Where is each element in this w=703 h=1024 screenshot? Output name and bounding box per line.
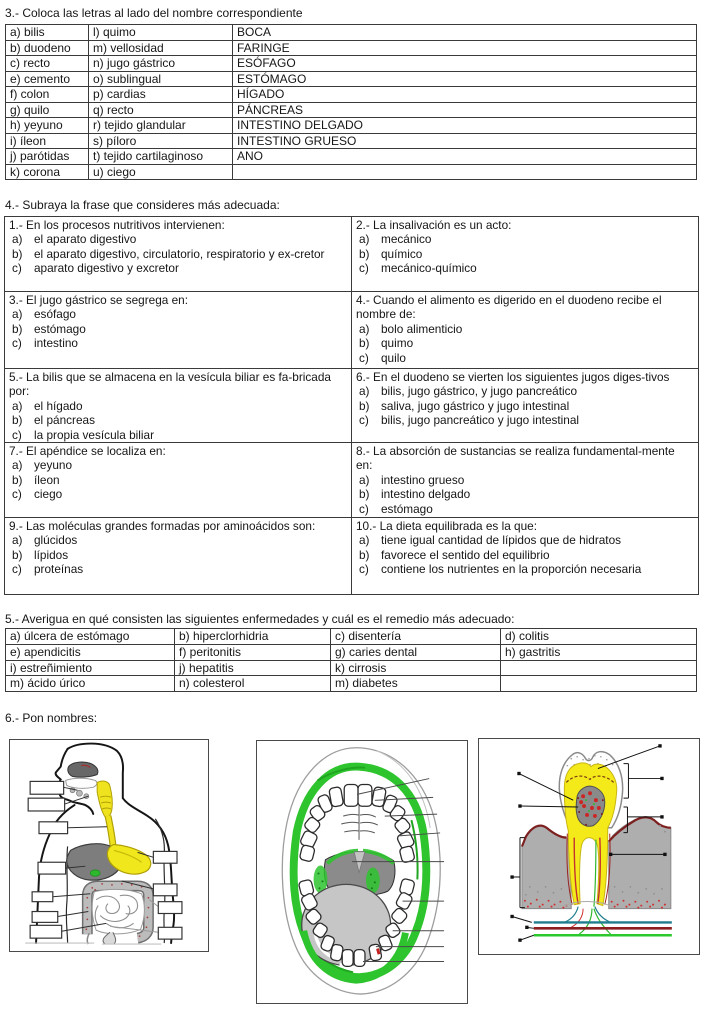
label-box [158, 902, 182, 914]
cell: f) peritonitis [175, 644, 331, 660]
section5-heading: 5.- Averigua en qué consisten las siguientes enfermedades y cuál es el remedio más adecuado: [5, 612, 515, 626]
question-title: 3.- El jugo gástrico se segrega en: [9, 293, 189, 307]
table-row [6, 25, 697, 41]
cell: m) diabetes [331, 676, 501, 692]
cell: a) úlcera de estómago [6, 629, 175, 645]
organ-cell[interactable]: ANO [233, 149, 697, 165]
cell: u) ciego [89, 164, 233, 180]
question-cell [5, 518, 352, 595]
question-title: 6.- En el duodeno se vierten los siguientes jugos diges-tivos [356, 370, 670, 384]
table-row [6, 71, 697, 87]
option[interactable]: c) ciego [12, 487, 63, 502]
option[interactable]: b) el páncreas [12, 413, 95, 428]
mouth-tongue [66, 778, 97, 788]
organ-cell[interactable]: BOCA [233, 25, 697, 41]
digestive-system-diagram [9, 739, 209, 952]
option[interactable]: b) químico [359, 246, 423, 261]
cell [501, 660, 697, 676]
option[interactable]: c) la propia vesícula biliar [12, 427, 154, 442]
question-title: 5.- La bilis que se almacena en la vesícula biliar es fa-bricada por: [9, 370, 331, 399]
option[interactable]: a) bolo alimenticio [359, 321, 463, 336]
matching-table [5, 24, 697, 180]
cell: h) yeyuno [6, 118, 89, 134]
option[interactable]: b) quimo [359, 336, 414, 351]
cell: f) colon [6, 87, 89, 103]
baseline-lines [25, 943, 161, 944]
option[interactable]: b) saliva, jugo gástrico y jugo intestinal [359, 398, 570, 413]
option[interactable]: a) el aparato digestivo [12, 232, 137, 247]
option[interactable]: c) estómago [359, 501, 433, 516]
cell: t) tejido cartilaginoso [89, 149, 233, 165]
option[interactable]: c) intestino [12, 336, 78, 351]
cell: i) estreñimiento [6, 660, 175, 676]
option[interactable]: a) glúcidos [12, 533, 78, 548]
option[interactable]: a) esófago [12, 307, 76, 322]
table-row [6, 660, 697, 676]
option[interactable]: b) lípidos [12, 547, 69, 562]
cell: p) cardias [89, 87, 233, 103]
table-row [6, 644, 697, 660]
label-box [158, 927, 182, 939]
section3-heading: 3.- Coloca las letras al lado del nombre correspondiente [5, 6, 303, 20]
option[interactable]: b) estómago [12, 321, 86, 336]
cell: b) duodeno [6, 40, 89, 56]
table-row [6, 629, 697, 645]
label-box [28, 798, 64, 811]
label-box [153, 884, 177, 896]
option[interactable]: c) mecánico-químico [359, 261, 477, 276]
question-title: 1.- En los procesos nutritivos intervienen: [9, 218, 225, 232]
table-row [6, 87, 697, 103]
organ-cell[interactable]: ESTÓMAGO [233, 71, 697, 87]
option[interactable]: c) contiene los nutrientes en la proporción necesaria [359, 562, 642, 577]
cell: b) hiperclorhidria [175, 629, 331, 645]
label-box [32, 892, 53, 902]
label-box [30, 781, 64, 794]
option[interactable]: c) bilis, jugo pancreático y jugo intestinal [359, 413, 580, 428]
question-title: 7.- El apéndice se localiza en: [9, 444, 166, 459]
cell: c) recto [6, 56, 89, 72]
table-row [6, 118, 697, 134]
cell: c) disentería [331, 629, 501, 645]
tooth-figure [479, 739, 699, 951]
nasal-cavity [68, 762, 98, 777]
organ-cell[interactable]: PÁNCREAS [233, 102, 697, 118]
question-title: 8.- La absorción de sustancias se realiza fundamental-mente en: [356, 444, 675, 473]
organ-cell[interactable] [233, 164, 697, 180]
question-cell [352, 292, 699, 369]
option[interactable]: b) íleon [12, 472, 60, 487]
cell: l) quimo [89, 25, 233, 41]
organ-cell[interactable]: ESÓFAGO [233, 56, 697, 72]
option[interactable]: a) yeyuno [12, 458, 73, 473]
cell: m) vellosidad [89, 40, 233, 56]
cell: n) jugo gástrico [89, 56, 233, 72]
cell: g) quilo [6, 102, 89, 118]
table-row [6, 149, 697, 165]
open-mouth-figure [257, 741, 467, 1000]
option[interactable]: a) tiene igual cantidad de lípidos que de hidratos [359, 533, 622, 548]
organ-cell[interactable]: INTESTINO DELGADO [233, 118, 697, 134]
multiple-choice-table [4, 216, 699, 595]
question-cell [352, 518, 699, 595]
gallbladder [90, 870, 100, 876]
option[interactable]: a) bilis, jugo gástrico, y jugo pancreático [359, 384, 578, 399]
rectum [103, 932, 116, 944]
option[interactable]: c) aparato digestivo y excretor [12, 261, 179, 276]
question-cell [352, 369, 699, 443]
cell: h) gastritis [501, 644, 697, 660]
table-row [6, 164, 697, 180]
section6-heading: 6.- Pon nombres: [5, 711, 98, 725]
label-box [32, 912, 58, 923]
organ-cell[interactable]: INTESTINO GRUESO [233, 133, 697, 149]
cell: m) ácido úrico [6, 676, 175, 692]
option[interactable]: c) proteínas [12, 562, 84, 577]
question-title: 2.- La insalivación es un acto: [356, 218, 512, 232]
section4-heading: 4.- Subraya la frase que consideres más adecuada: [5, 198, 280, 212]
cell [501, 676, 697, 692]
label-box [153, 851, 177, 863]
question-cell [5, 292, 352, 369]
question-cell [5, 443, 352, 518]
cell: i) íleon [6, 133, 89, 149]
option[interactable]: b) intestino delgado [359, 487, 471, 502]
cell: k) corona [6, 164, 89, 180]
option[interactable]: a) el hígado [12, 398, 83, 413]
cell: g) caries dental [331, 644, 501, 660]
cell: k) cirrosis [331, 660, 501, 676]
pharynx-larynx [97, 781, 112, 817]
label-box [38, 862, 66, 874]
digestive-system-figure [10, 740, 208, 948]
label-box [30, 925, 62, 938]
alveolar-bone-right [609, 817, 671, 908]
cell: e) apendicitis [6, 644, 175, 660]
organ-cell[interactable]: FARINGE [233, 40, 697, 56]
label-box [39, 822, 68, 834]
question-title: 9.- Las moléculas grandes formadas por aminoácidos son: [9, 519, 316, 534]
table-row [6, 40, 697, 56]
cell: n) colesterol [175, 676, 331, 692]
appendix [87, 933, 89, 944]
option[interactable]: a) mecánico [359, 232, 432, 247]
organ-cell[interactable]: HÍGADO [233, 87, 697, 103]
option[interactable]: c) quilo [359, 350, 406, 365]
question-cell [5, 217, 352, 292]
open-mouth-diagram [256, 740, 468, 1004]
root-canal-nerve [594, 840, 596, 907]
cell: s) píloro [89, 133, 233, 149]
cell: a) bilis [6, 25, 89, 41]
cell: e) cemento [6, 71, 89, 87]
table-row [6, 102, 697, 118]
question-title: 10.- La dieta equilibrada es la que: [356, 519, 538, 534]
question-cell [352, 443, 699, 518]
cell: j) hepatitis [175, 660, 331, 676]
cell: o) sublingual [89, 71, 233, 87]
question-title: 4.- Cuando el alimento es digerido en el duodeno recibe el nombre de: [356, 293, 662, 322]
apex-artery-curve [571, 909, 583, 928]
table-row [6, 133, 697, 149]
option[interactable]: b) favorece el sentido del equilibrio [359, 547, 550, 562]
cell: j) parótidas [6, 149, 89, 165]
cell: r) tejido glandular [89, 118, 233, 134]
cell: d) colitis [501, 629, 697, 645]
table-row [6, 676, 697, 692]
question-cell [352, 217, 699, 292]
cell: q) recto [89, 102, 233, 118]
diseases-table [5, 628, 697, 692]
option[interactable]: b) el aparato digestivo, circulatorio, respiratorio y ex-cretor [12, 246, 325, 261]
table-row [6, 56, 697, 72]
option[interactable]: a) intestino grueso [359, 472, 465, 487]
tooth-cross-section-diagram [478, 738, 700, 955]
question-cell [5, 369, 352, 443]
